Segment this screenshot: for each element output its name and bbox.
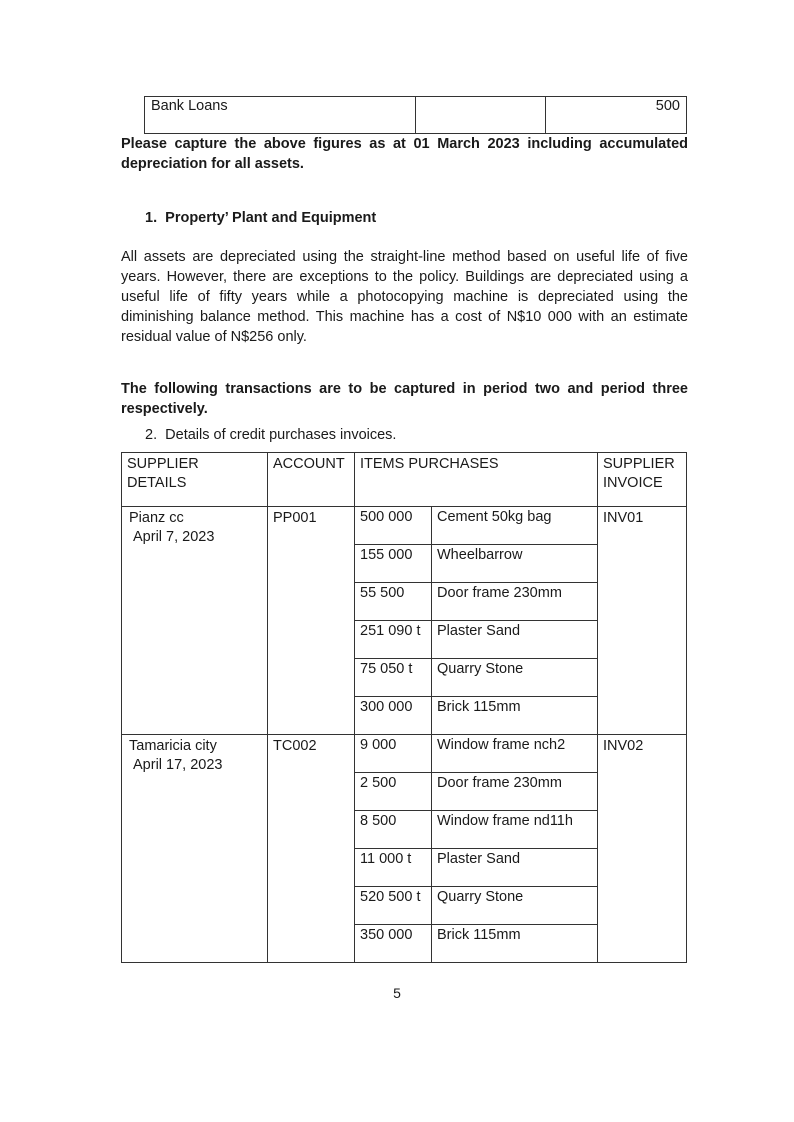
bank-loans-table — [144, 96, 687, 134]
item-description: Wheelbarrow — [432, 545, 598, 583]
items-list — [355, 735, 597, 962]
list-item — [355, 507, 597, 545]
capture-note: Please capture the above figures as at 01 March 2023 including accumulated depreciation for all assets. — [121, 136, 688, 172]
supplier-date: April 7, 2023 — [133, 529, 215, 545]
transactions-note: The following transactions are to be captured in period two and period three respectively. — [121, 381, 688, 417]
items-list — [355, 507, 597, 734]
bank-loans-label: Bank Loans — [145, 97, 416, 134]
item-quantity: 9 000 — [355, 735, 432, 773]
section-2-number: 2. — [145, 427, 158, 443]
list-item — [355, 887, 597, 925]
supplier-name: Tamaricia city — [129, 738, 217, 754]
item-quantity: 155 000 — [355, 545, 432, 583]
item-description: Quarry Stone — [432, 887, 598, 925]
list-item — [355, 773, 597, 811]
item-description: Cement 50kg bag — [432, 507, 598, 545]
list-item — [355, 583, 597, 621]
items-cell — [355, 507, 598, 735]
item-quantity: 11 000 t — [355, 849, 432, 887]
list-item — [355, 811, 597, 849]
item-description: Plaster Sand — [432, 849, 598, 887]
list-item — [355, 659, 597, 697]
section-2-heading — [145, 427, 396, 443]
header-items: ITEMS PURCHASES — [355, 453, 598, 507]
purchases-table — [121, 452, 687, 963]
list-item — [355, 697, 597, 735]
item-description: Door frame 230mm — [432, 583, 598, 621]
section-1-number: 1. — [145, 210, 158, 226]
supplier-name: Pianz cc — [129, 510, 184, 526]
invoice-cell: INV02 — [598, 735, 687, 963]
account-cell: PP001 — [268, 507, 355, 735]
item-description: Plaster Sand — [432, 621, 598, 659]
item-description: Quarry Stone — [432, 659, 598, 697]
item-quantity: 251 090 t — [355, 621, 432, 659]
invoice-cell: INV01 — [598, 507, 687, 735]
table-row — [122, 507, 687, 735]
item-description: Brick 115mm — [437, 699, 521, 715]
item-quantity: 300 000 — [355, 697, 432, 735]
table-header-row — [122, 453, 687, 507]
item-quantity: 8 500 — [355, 811, 432, 849]
supplier-cell — [122, 507, 268, 735]
supplier-cell — [122, 735, 268, 963]
list-item — [355, 735, 597, 773]
list-item — [355, 925, 597, 963]
item-quantity: 350 000 — [355, 925, 432, 963]
item-description: Door frame 230mm — [432, 773, 598, 811]
page-number: 5 — [393, 985, 401, 1001]
section-1-heading — [145, 210, 376, 226]
section-2-title: Details of credit purchases invoices. — [165, 427, 397, 443]
item-description: Brick 115mm — [437, 927, 521, 943]
items-cell — [355, 735, 598, 963]
item-quantity: 75 050 t — [355, 659, 432, 697]
bank-loans-value: 500 — [546, 97, 687, 134]
list-item — [355, 621, 597, 659]
list-item — [355, 849, 597, 887]
header-account: ACCOUNT — [268, 453, 355, 507]
item-quantity: 500 000 — [355, 507, 432, 545]
item-description: Window frame nch2 — [432, 735, 598, 773]
table-row — [122, 735, 687, 963]
item-quantity: 520 500 t — [355, 887, 432, 925]
item-quantity: 2 500 — [355, 773, 432, 811]
header-supplier: SUPPLIER DETAILS — [122, 453, 268, 507]
item-description: Window frame nd11h — [432, 811, 598, 849]
supplier-date: April 17, 2023 — [133, 757, 223, 773]
item-quantity: 55 500 — [355, 583, 432, 621]
section-1-body: All assets are depreciated using the straight-line method based on useful life of five years. However, there are exceptions to the policy. Buildings are depreciated using a useful life of fifty years while a photocopying machine is depreciated using the diminishing balance method. This machine has a cost of N$10 000 with an estimate residual value of N$256 only. — [121, 249, 688, 345]
bank-loans-empty-cell — [416, 97, 546, 134]
section-1-title: Property’ Plant and Equipment — [165, 210, 377, 226]
account-cell: TC002 — [268, 735, 355, 963]
table-row — [145, 97, 687, 134]
list-item — [355, 545, 597, 583]
header-invoice: SUPPLIER INVOICE — [598, 453, 687, 507]
